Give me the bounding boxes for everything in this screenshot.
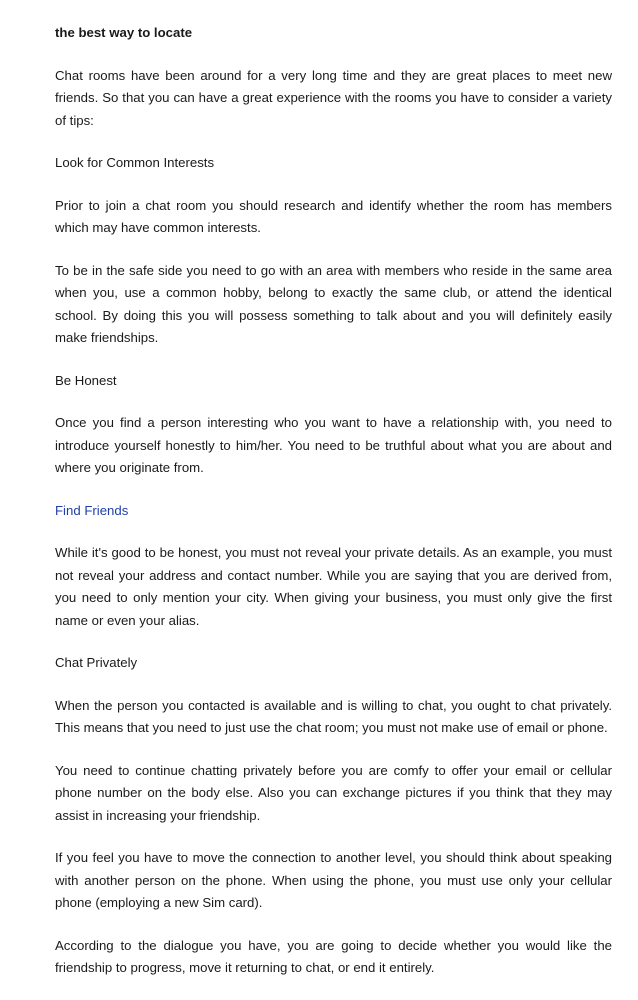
paragraph-chat-privately: When the person you contacted is available and is willing to chat, you ought to chat privately. This means that you need to just use the chat room; you must not make use of email or phone. xyxy=(55,697,612,735)
paragraph-introduce: Once you find a person interesting who you want to have a relationship with, you need to introduce yourself honestly to him/her. You need to be truthful about what you are about and where you originate from. xyxy=(55,415,612,475)
paragraph-intro: Chat rooms have been around for a very long time and they are great places to meet new friends. So that you can have a great experience with the rooms you have to consider a variety of tips: xyxy=(55,67,612,128)
paragraph-dialogue: According to the dialogue you have, you are going to decide whether you would like the friendship to progress, move it returning to chat, or end it entirely. xyxy=(55,937,612,975)
find-friends-link-wrapper xyxy=(55,500,612,523)
paragraph-research: Prior to join a chat room you should research and identify whether the room has members which may have common interests. xyxy=(55,197,612,235)
find-friends-link[interactable]: Find Friends xyxy=(55,502,129,518)
heading-be-honest: Be Honest xyxy=(55,372,117,388)
heading-chat-privately: Chat Privately xyxy=(55,655,138,670)
paragraph-phone: If you feel you have to move the connection to another level, you should think about speaking with another person on the phone. When using the phone, you must use only your cellular phone (employing a new Sim card). xyxy=(55,850,612,910)
paragraph-private-details: While it's good to be honest, you must not reveal your private details. As an example, you must not reveal your address and contact number. While you are saying that you are derived from, you need to only mention your city. When giving your business, you must only give the first name or even your alias. xyxy=(55,545,612,628)
document-body xyxy=(55,22,612,1000)
document-title: the best way to locate xyxy=(55,25,193,40)
paragraph-safe-side: To be in the safe side you need to go with an area with members who reside in the same area when you, use a common hobby, belong to exactly the same club, or attend the identical school. By doing this you will possess something to talk about and you will definitely easily make friendships. xyxy=(55,262,612,345)
paragraph-continue-chatting: You need to continue chatting privately before you are comfy to offer your email or cellular phone number on the body else. Also you can exchange pictures if you think that they may assist in increasing your friendship. xyxy=(55,762,612,823)
heading-common-interests: Look for Common Interests xyxy=(55,155,215,170)
